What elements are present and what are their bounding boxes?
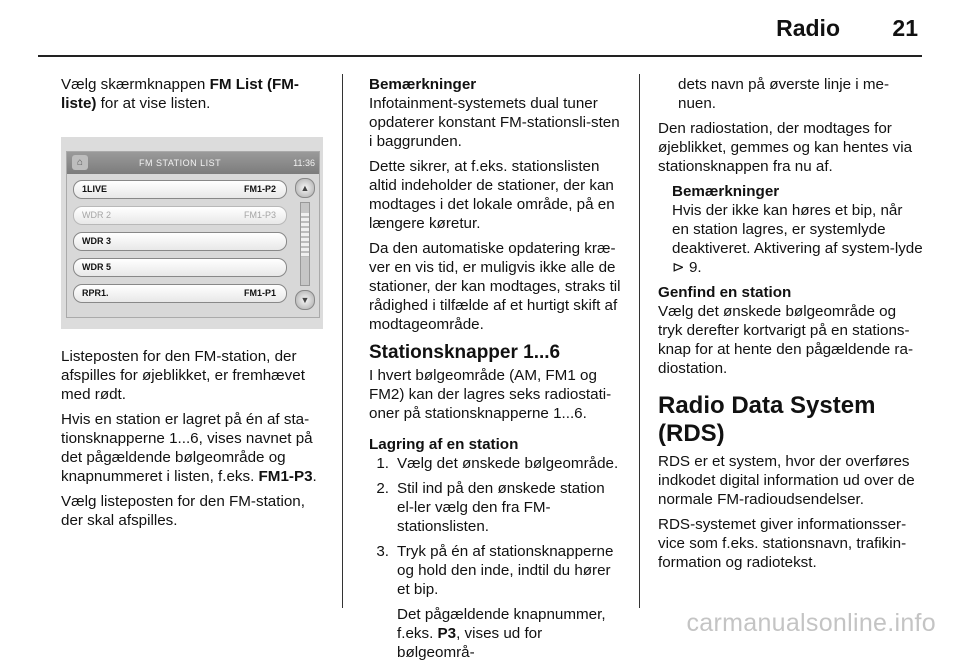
paragraph: Vælg skærmknappen FM List (FM-liste) for at vise listen. xyxy=(61,76,299,112)
section-heading: Radio Data System (RDS) xyxy=(658,392,876,447)
subheading: Lagring af en station xyxy=(369,436,519,453)
paragraph: Hvis en station er lagret på én af sta-tionsknapperne 1...6, vises navnet på det pågældende bølgeområde og knapnummeret i listen, f.eks. FM1-P3. xyxy=(61,411,317,485)
scrollbar[interactable] xyxy=(295,178,313,310)
column-divider xyxy=(639,74,640,608)
screen-clock: 11:36 xyxy=(293,158,315,168)
note-box xyxy=(658,182,923,277)
scroll-thumb[interactable] xyxy=(301,213,309,257)
paragraph: RDS-systemet giver informationsser-vice som f.eks. stationsnavn, trafikin-formation og radiotekst. xyxy=(658,516,907,571)
page-title: Radio xyxy=(776,15,840,41)
page-number: 21 xyxy=(892,15,918,41)
note-paragraph: Hvis der ikke kan høres et bip, når en station lagres, er systemlyde deaktiveret. Aktivering af system-lyde ⊳ 9. xyxy=(672,202,923,276)
note-title: Bemærkninger xyxy=(369,76,477,93)
scroll-up-icon[interactable]: ▲ xyxy=(295,178,315,198)
home-icon[interactable]: ⌂ xyxy=(72,155,88,170)
note-paragraph: Infotainment-systemets dual tuner opdaterer konstant FM-stationsli-sten i baggrunden. xyxy=(369,95,620,150)
button-reference: FM List (FM-liste) xyxy=(61,76,299,112)
column-divider xyxy=(342,74,343,608)
paragraph: Listeposten for den FM-station, der afspilles for øjeblikket, er fremhævet med rødt. xyxy=(61,348,305,403)
column-2 xyxy=(369,75,624,668)
scroll-track[interactable] xyxy=(300,202,310,286)
paragraph: Vælg det ønskede bølgeområde og tryk derefter kortvarigt på en stations-knap for at hente den pågældende ra-diostation. xyxy=(658,303,913,377)
station-list-item[interactable]: WDR 3 xyxy=(73,232,287,251)
page-reference-icon: ⊳ xyxy=(672,259,685,276)
station-list-item[interactable]: WDR 2 FM1-P3 xyxy=(73,206,287,225)
preset-example: FM1-P3 xyxy=(258,468,313,485)
fm-station-list-screenshot xyxy=(61,137,323,329)
station-list-item[interactable]: WDR 5 xyxy=(73,258,287,277)
screen-title: FM STATION LIST xyxy=(139,158,222,168)
column-3 xyxy=(658,75,923,578)
station-list-item[interactable]: 1LIVE FM1-P2 xyxy=(73,180,287,199)
steps-list xyxy=(369,454,624,599)
note-title: Bemærkninger xyxy=(672,183,780,200)
section-heading: Stationsknapper 1...6 xyxy=(369,342,561,363)
header-rule xyxy=(38,55,922,57)
list-item: 3. Tryk på én af stationsknapperne og hold den inde, indtil du hører et bip. xyxy=(376,543,614,598)
list-item: 1. Vælg det ønskede bølgeområde. xyxy=(376,455,619,472)
preset-example: P3 xyxy=(437,625,457,642)
note-paragraph: Dette sikrer, at f.eks. stationslisten altid indeholder de stationer, der kan modtages i det lokale område, på en længere køretur. xyxy=(369,158,615,232)
paragraph: Den radiostation, der modtages for øjeblikket, gemmes og kan hentes via stationsknappen fra nu af. xyxy=(658,120,913,175)
column-1-lower xyxy=(61,347,323,536)
paragraph: I hvert bølgeområde (AM, FM1 og FM2) kan der lagres seks radiostati-oner på stationsknapperne 1...6. xyxy=(369,367,612,422)
subheading: Genfind en station xyxy=(658,284,792,301)
paragraph: RDS er et system, hvor der overføres indkodet digital information ud over de normale FM-radioudsendelser. xyxy=(658,453,915,508)
list-item: 2. Stil ind på den ønskede station el-ler vælg den fra FM-stationslisten. xyxy=(376,480,605,535)
paragraph: Vælg listeposten for den FM-station, der skal afspilles. xyxy=(61,493,305,529)
station-list-item[interactable]: RPR1. FM1-P1 xyxy=(73,284,287,303)
step-continuation: dets navn på øverste linje i me-nuen. xyxy=(678,76,890,112)
infotainment-screen xyxy=(66,151,320,318)
note-paragraph: Da den automatiske opdatering kræ-ver en vis tid, er muligvis ikke alle de stationer, der kan modtages, straks til rådighed i tilfælde af et hurtigt skift af modtageområde. xyxy=(369,240,621,333)
page-reference[interactable]: 9. xyxy=(688,259,702,276)
column-1 xyxy=(61,75,323,119)
watermark: carmanualsonline.info xyxy=(686,609,936,637)
step-continuation: Det pågældende knapnummer, f.eks. P3, vises ud for bølgeområ- xyxy=(397,606,606,661)
scroll-down-icon[interactable]: ▼ xyxy=(295,290,315,310)
screen-title-bar xyxy=(67,152,319,174)
